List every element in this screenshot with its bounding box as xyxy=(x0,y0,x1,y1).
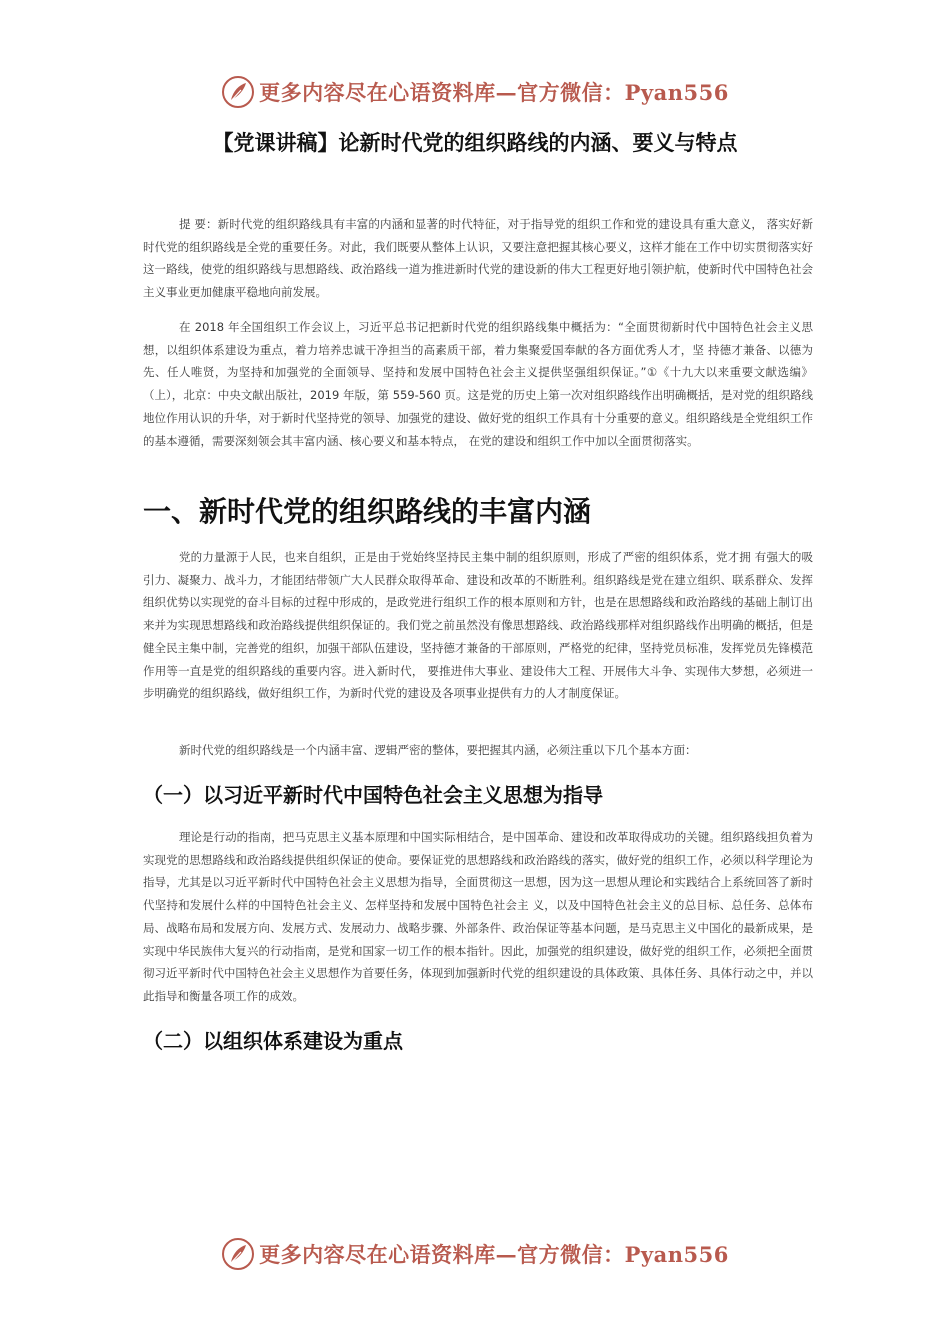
feather-logo-icon xyxy=(221,75,255,109)
subsection-heading: （二）以组织体系建设为重点 xyxy=(143,1029,403,1053)
subsection-heading: （一）以习近平新时代中国特色社会主义思想为指导 xyxy=(143,783,603,807)
feather-logo-icon xyxy=(221,1237,255,1271)
watermark-text: 更多内容尽在心语资料库—官方微信：Pyan556 xyxy=(259,1242,729,1267)
subsection-paragraph: 理论是行动的指南，把马克思主义基本原理和中国实际相结合，是中国革命、建设和改革取得成功的关键。组织路线担负着为实现党的思想路线和政治路线提供组织保证的使命。要保证党的思想路线和政治路线的落实，做好党的组织工作，必须以科学理论为指导，尤其是以习近平新时代中国特色社会主义思想为指导，全面贯彻这一思想，因为这一思想从理论和实践结合上系统回答了新时代坚持和发展什么样的中国特色社会主义、怎样坚持和发展中国特色社会主 义，以及中国特色社会主义的总目标、总任务、总体布局、战略布局和发展方向、发展方式、发展动力、战略步骤、外部条件、政治保证等基本问题，是马克思主义中国化的最新成果，是实现中华民族伟大复兴的行动指南，是党和国家一切工作的根本指针。因此，加强党的组织建设，做好党的组织工作，必须把全面贯彻习近平新时代中国特色社会主义思想作为首要任务，体现到加强新时代党的组织建设的具体政策、具体任务、具体行动之中，并以此指导和衡量各项工作的成效。 xyxy=(143,830,813,1003)
section-paragraph-lead: 新时代党的组织路线是一个内涵丰富、逻辑严密的整体，要把握其内涵，必须注重以下几个基本方面： xyxy=(179,743,697,757)
watermark-banner-bottom xyxy=(0,1234,950,1274)
abstract-paragraph: 提 要：新时代党的组织路线具有丰富的内涵和显著的时代特征，对于指导党的组织工作和党的建设具有重大意义， 落实好新时代党的组织路线是全党的重要任务。对此，我们既要从整体上认识，又要注意把握其核心要义，这样才能在工作中切实贯彻落实好这一路线，使党的组织路线与思想路线、政治路线一道为推进新时代党的建设新的伟大工程更好地引领护航，使新时代中国特色社会主义事业更加健康平稳地向前发展。 xyxy=(143,217,813,300)
section-paragraph: 党的力量源于人民，也来自组织，正是由于党始终坚持民主集中制的组织原则，形成了严密的组织体系，党才拥 有强大的吸引力、凝聚力、战斗力，才能团结带领广大人民群众取得革命、建设和改革的不断胜利。组织路线是党在建立组织、联系群众、发挥组织优势以实现党的奋斗目标的过程中形成的，是政党进行组织工作的根本原则和方针，也是在思想路线和政治路线的基础上制订出来并为实现思想路线和政治路线提供组织保证的。我们党之前虽然没有像思想路线、政治路线那样对组织路线作出明确的概括，但是健全民主集中制，完善党的组织，加强干部队伍建设，坚持德才兼备的干部原则，严格党的纪律，坚持党员标准，发挥党员先锋模范作用等一直是党的组织路线的重要内容。进入新时代， 要推进伟大事业、建设伟大工程、开展伟大斗争、实现伟大梦想，必须进一步明确党的组织路线，做好组织工作，为新时代党的建设及各项事业提供有力的人才制度保证。 xyxy=(143,550,813,701)
document-title: 【党课讲稿】论新时代党的组织路线的内涵、要义与特点 xyxy=(212,131,738,155)
watermark-text: 更多内容尽在心语资料库—官方微信：Pyan556 xyxy=(259,80,729,105)
watermark-banner-top xyxy=(0,72,950,112)
section-heading: 一、新时代党的组织路线的丰富内涵 xyxy=(143,495,592,528)
intro-paragraph: 在 2018 年全国组织工作会议上，习近平总书记把新时代党的组织路线集中概括为：“全面贯彻新时代中国特色社会主义思想，以组织体系建设为重点，着力培养忠诚干净担当的高素质干部，着力集聚爱国奉献的各方面优秀人才，坚 持德才兼备、以德为先、任人唯贤，为坚持和加强党的全面领导、坚持和发展中国特色社会主义提供坚强组织保证。”①《十九大以来重要文献选编》（上），北京：中央文献出版社，2019 年版，第 559-560 页。这是党的历史上第一次对组织路线作出明确概括，是对党的组织路线地位作用认识的升华，对于新时代坚持党的领导、加强党的建设、做好党的组织工作具有十分重要的意义。组织路线是全党组织工作的基本遵循，需要深刻领会其丰富内涵、核心要义和基本特点， 在党的建设和组织工作中加以全面贯彻落实。 xyxy=(143,320,813,448)
